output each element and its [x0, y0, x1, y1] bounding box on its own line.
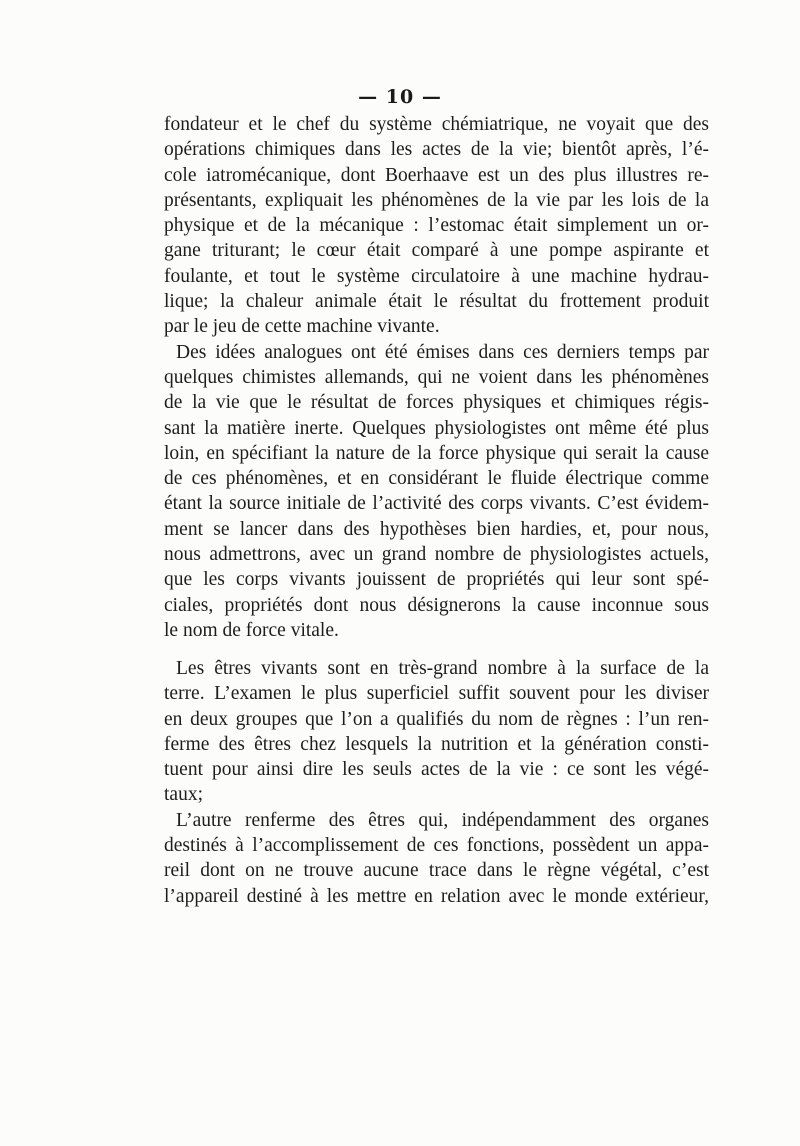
- text-line: que les corps vivants jouissent de propriétés qui leur sont spé-: [164, 569, 709, 591]
- text-line: lique; la chaleur animale était le résultat du frottement produit: [164, 291, 709, 313]
- text-line: de ces phénomènes, et en considérant le fluide électrique comme: [164, 468, 709, 490]
- text-line: Des idées analogues ont été émises dans ces derniers temps par: [176, 341, 709, 363]
- text-line: loin, en spécifiant la nature de la force physique qui serait la cause: [164, 442, 709, 464]
- text-line: reil dont on ne trouve aucune trace dans le règne végétal, c’est: [164, 860, 709, 882]
- text-line: de la vie que le résultat de forces physiques et chimiques régis-: [164, 392, 709, 414]
- paragraph-1: [164, 112, 709, 643]
- text-line: Les êtres vivants sont en très-grand nombre à la surface de la: [176, 658, 709, 679]
- text-line: le nom de force vitale.: [164, 619, 339, 641]
- text-line: en deux groupes que l’on a qualifiés du nom de règnes : l’un ren-: [164, 708, 709, 730]
- text-line: sant la matière inerte. Quelques physiologistes ont même été plus: [164, 417, 709, 439]
- text-line: étant la source initiale de l’activité des corps vivants. C’est évidem-: [164, 493, 709, 515]
- text-line: quelques chimistes allemands, qui ne voient dans les phénomènes: [164, 366, 709, 388]
- paragraph-2: [164, 656, 709, 909]
- text-line: L’autre renferme des êtres qui, indépendamment des organes: [176, 809, 709, 831]
- text-line: ciales, propriétés dont nous désignerons la cause inconnue sous: [164, 594, 709, 616]
- text-line: l’appareil destiné à les mettre en relation avec le monde extérieur,: [164, 885, 709, 907]
- text-line: physique et de la mécanique : l’estomac était simplement un or-: [164, 215, 709, 237]
- text-line: taux;: [164, 784, 203, 806]
- text-line: ment se lancer dans des hypothèses bien hardies, et, pour nous,: [164, 518, 709, 540]
- text-line: cole iatromécanique, dont Boerhaave est un des plus illustres re-: [164, 164, 709, 186]
- text-line: terre. L’examen le plus superficiel suffit souvent pour les diviser: [164, 683, 709, 705]
- text-line: fondateur et le chef du système chémiatrique, ne voyait que des: [164, 114, 709, 135]
- text-line: par le jeu de cette machine vivante.: [164, 316, 440, 338]
- text-line: opérations chimiques dans les actes de la vie; bientôt après, l’é-: [164, 139, 709, 161]
- text-line: tuent pour ainsi dire les seuls actes de la vie : ce sont les végé-: [164, 759, 709, 781]
- text-line: destinés à l’accomplissement de ces fonctions, possèdent un appa-: [164, 835, 709, 857]
- text-line: présentants, expliquait les phénomènes de la vie par les lois de la: [164, 189, 709, 211]
- text-line: foulante, et tout le système circulatoire à une machine hydrau-: [164, 265, 709, 287]
- text-line: ferme des êtres chez lesquels la nutrition et la génération consti-: [164, 733, 709, 755]
- text-line: nous admettrons, avec un grand nombre de physiologistes actuels,: [164, 544, 709, 566]
- text-line: gane triturant; le cœur était comparé à une pompe aspirante et: [164, 240, 709, 262]
- page-number: — 10 —: [358, 86, 442, 108]
